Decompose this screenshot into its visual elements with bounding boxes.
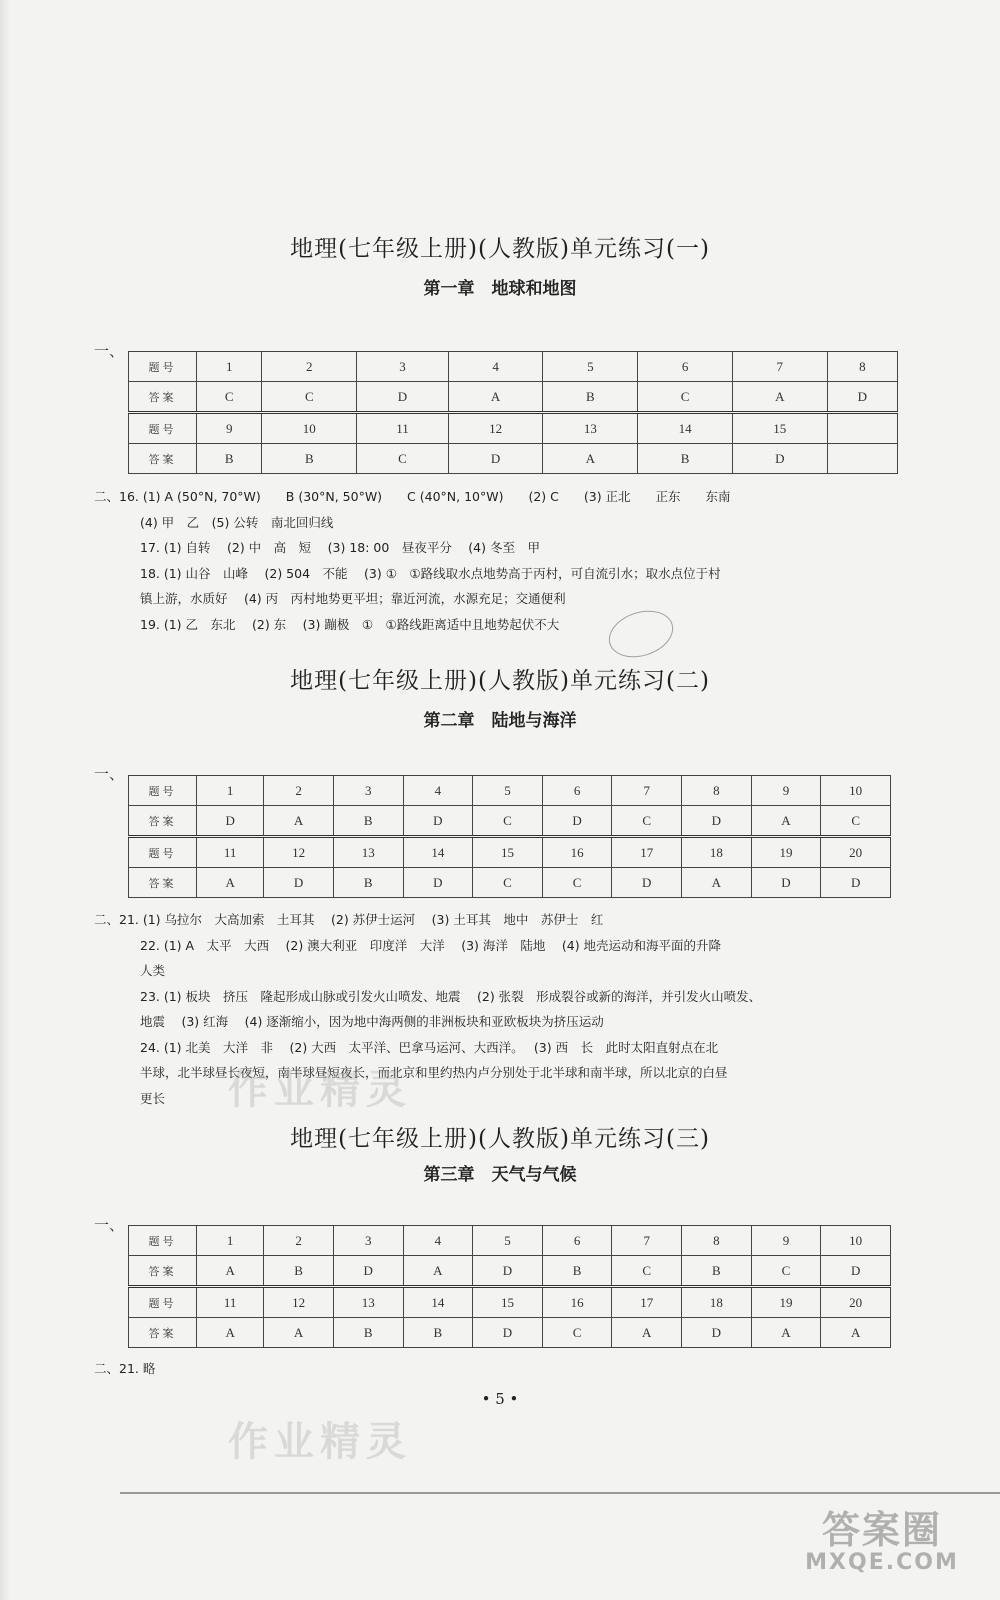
question-number-row	[129, 1226, 891, 1256]
answer-cell: A	[403, 1256, 473, 1287]
question-number-cell: 10	[262, 413, 357, 444]
watermark: 作业精灵	[228, 1419, 412, 1465]
header-label-cell: 题号	[129, 413, 197, 444]
answer-cell: D	[821, 868, 891, 898]
answer-cell: D	[827, 382, 897, 413]
answer-label-cell: 答案	[129, 868, 197, 898]
answer-cell: B	[197, 444, 262, 474]
question-number-cell: 6	[542, 1226, 612, 1256]
answer-cell: C	[542, 1318, 612, 1348]
answer-cell: C	[473, 806, 543, 837]
header-label-cell: 题号	[129, 1287, 197, 1318]
question-number-cell: 8	[682, 1226, 752, 1256]
question-number-cell: 15	[473, 1287, 543, 1318]
answer-row	[129, 806, 891, 837]
page-number: • 5 •	[481, 1390, 519, 1408]
answer-line: 二、21. 略	[94, 1361, 156, 1376]
answer-cell	[827, 444, 897, 474]
answer-cell: D	[682, 1318, 752, 1348]
question-number-cell: 5	[473, 1226, 543, 1256]
answer-row	[129, 444, 898, 474]
answer-cell: B	[333, 806, 403, 837]
question-number-cell: 18	[682, 837, 752, 868]
answer-line: 人类	[140, 963, 166, 978]
answer-label-cell: 答案	[129, 1256, 197, 1287]
answer-cell: A	[197, 1256, 264, 1287]
answer-cell: A	[264, 1318, 334, 1348]
answer-line: 22. (1) A 太平 大西 (2) 澳大利亚 印度洋 大洋 (3) 海洋 陆地 (4) 地壳运动和海平面的升降	[140, 937, 722, 953]
question-number-cell: 5	[543, 352, 638, 382]
answer-cell: C	[262, 382, 357, 413]
question-number-cell: 1	[197, 1226, 264, 1256]
answer-cell: A	[543, 444, 638, 474]
question-number-cell: 2	[264, 1226, 334, 1256]
answer-line: 二、16. (1) A (50°N, 70°W) B (30°N, 50°W) C (40°N, 10°W) (2) C (3) 正北 正东 东南	[94, 489, 731, 504]
answer-cell: C	[357, 444, 449, 474]
question-number-cell: 11	[197, 837, 264, 868]
answer-line: 镇上游，水质好 (4) 丙 丙村地势更平坦；靠近河流，水源充足；交通便利	[140, 591, 566, 606]
footer-divider	[120, 1492, 1000, 1494]
answer-cell: B	[542, 1256, 612, 1287]
answer-table-unit-3	[128, 1225, 891, 1348]
question-number-cell: 9	[751, 776, 821, 806]
question-number-cell: 12	[264, 1287, 334, 1318]
answer-cell: D	[682, 806, 752, 837]
question-number-cell: 13	[543, 413, 638, 444]
answer-cell: B	[543, 382, 638, 413]
chapter-title-2: 第二章 陆地与海洋	[423, 711, 577, 731]
question-number-cell: 14	[403, 837, 473, 868]
answer-row	[129, 868, 891, 898]
answer-cell: C	[751, 1256, 821, 1287]
answer-cell: D	[264, 868, 334, 898]
answer-cell: C	[197, 382, 262, 413]
question-number-cell: 7	[732, 352, 827, 382]
question-number-cell: 18	[682, 1287, 752, 1318]
question-number-cell: 5	[473, 776, 543, 806]
answer-cell: C	[473, 868, 543, 898]
question-number-cell: 2	[264, 776, 334, 806]
question-number-row	[129, 1287, 891, 1318]
corner-logo-bottom: MXQE.COM	[805, 1550, 959, 1575]
answer-cell: A	[264, 806, 334, 837]
corner-logo-top: 答案圈	[821, 1508, 942, 1552]
question-number-cell: 14	[638, 413, 733, 444]
answer-cell: D	[333, 1256, 403, 1287]
answer-line: 19. (1) 乙 东北 (2) 东 (3) 蹦极 ① ①路线距离适中且地势起伏不大	[140, 616, 560, 632]
question-number-cell: 7	[612, 776, 682, 806]
answers-block-unit-3	[94, 1356, 914, 1382]
question-number-cell: 13	[333, 837, 403, 868]
answer-cell: A	[821, 1318, 891, 1348]
answer-cell: A	[197, 868, 264, 898]
unit-title-1: 地理(七年级上册)(人教版)单元练习(一)	[290, 236, 710, 262]
question-number-row	[129, 837, 891, 868]
question-number-cell: 1	[197, 352, 262, 382]
header-label-cell: 题号	[129, 776, 197, 806]
answer-cell: A	[448, 382, 543, 413]
question-number-cell: 3	[333, 1226, 403, 1256]
question-number-cell: 17	[612, 837, 682, 868]
answer-line: 23. (1) 板块 挤压 隆起形成山脉或引发火山喷发、地震 (2) 张裂 形成裂谷或新的海洋，并引发火山喷发、	[140, 988, 762, 1004]
header-label-cell: 题号	[129, 352, 197, 382]
answer-cell: C	[612, 806, 682, 837]
section-one-mark: 一、	[94, 765, 125, 783]
answer-cell: C	[542, 868, 612, 898]
question-number-cell: 10	[821, 1226, 891, 1256]
question-number-cell: 3	[333, 776, 403, 806]
question-number-row	[129, 413, 898, 444]
answer-cell: D	[542, 806, 612, 837]
question-number-cell: 4	[403, 1226, 473, 1256]
question-number-cell: 8	[682, 776, 752, 806]
answer-cell: A	[682, 868, 752, 898]
question-number-row	[129, 352, 898, 382]
answer-cell: B	[638, 444, 733, 474]
answer-cell: D	[357, 382, 449, 413]
answer-cell: B	[333, 868, 403, 898]
answer-line: 17. (1) 自转 (2) 中 高 短 (3) 18: 00 昼夜平分 (4) 冬至 甲	[140, 540, 540, 555]
section-one-mark: 一、	[94, 1216, 125, 1234]
question-number-cell: 20	[821, 1287, 891, 1318]
header-label-cell: 题号	[129, 837, 197, 868]
question-number-cell: 7	[612, 1226, 682, 1256]
question-number-cell: 12	[264, 837, 334, 868]
question-number-cell: 15	[473, 837, 543, 868]
answer-label-cell: 答案	[129, 1318, 197, 1348]
corner-logo	[782, 1510, 982, 1580]
answer-label-cell: 答案	[129, 806, 197, 837]
answer-label-cell: 答案	[129, 382, 197, 413]
answer-cell: D	[403, 806, 473, 837]
question-number-cell: 19	[751, 1287, 821, 1318]
answer-cell: D	[448, 444, 543, 474]
answer-row	[129, 1256, 891, 1287]
watermark: 作业精灵	[228, 1067, 412, 1113]
answer-table-unit-2	[128, 775, 891, 898]
answers-block-unit-2	[94, 907, 914, 1111]
answer-cell: C	[638, 382, 733, 413]
question-number-cell: 2	[262, 352, 357, 382]
section-one-mark: 一、	[94, 342, 125, 360]
answer-cell: B	[333, 1318, 403, 1348]
answer-line: 地震 (3) 红海 (4) 逐渐缩小，因为地中海两侧的非洲板块和亚欧板块为挤压运动	[140, 1014, 604, 1029]
question-number-cell: 9	[751, 1226, 821, 1256]
answer-cell: A	[751, 806, 821, 837]
question-number-cell	[827, 413, 897, 444]
answer-cell: D	[403, 868, 473, 898]
question-number-cell: 11	[357, 413, 449, 444]
question-number-cell: 11	[197, 1287, 264, 1318]
question-number-cell: 16	[542, 1287, 612, 1318]
answer-row	[129, 382, 898, 413]
question-number-cell: 12	[448, 413, 543, 444]
answer-line: 二、21. (1) 乌拉尔 大高加索 土耳其 (2) 苏伊士运河 (3) 土耳其 地中 苏伊士 红	[94, 912, 604, 927]
question-number-cell: 9	[197, 413, 262, 444]
answers-block-unit-1	[94, 484, 914, 637]
answer-cell: B	[403, 1318, 473, 1348]
answer-cell: A	[612, 1318, 682, 1348]
answer-line: 18. (1) 山谷 山峰 (2) 504 不能 (3) ① ①路线取水点地势高于丙村，可自流引水；取水点位于村	[140, 565, 721, 581]
question-number-cell: 13	[333, 1287, 403, 1318]
question-number-cell: 19	[751, 837, 821, 868]
question-number-row	[129, 776, 891, 806]
question-number-cell: 10	[821, 776, 891, 806]
answer-cell: B	[264, 1256, 334, 1287]
unit-title-2: 地理(七年级上册)(人教版)单元练习(二)	[290, 668, 710, 694]
question-number-cell: 3	[357, 352, 449, 382]
answer-cell: D	[197, 806, 264, 837]
question-number-cell: 8	[827, 352, 897, 382]
answer-cell: A	[751, 1318, 821, 1348]
unit-title-3: 地理(七年级上册)(人教版)单元练习(三)	[290, 1126, 710, 1152]
question-number-cell: 6	[638, 352, 733, 382]
answer-cell: D	[473, 1318, 543, 1348]
answer-cell: D	[612, 868, 682, 898]
answer-cell: D	[821, 1256, 891, 1287]
question-number-cell: 20	[821, 837, 891, 868]
answer-cell: A	[197, 1318, 264, 1348]
answer-table-unit-1	[128, 351, 898, 474]
answer-row	[129, 1318, 891, 1348]
answer-cell: B	[682, 1256, 752, 1287]
question-number-cell: 16	[542, 837, 612, 868]
answer-cell: D	[732, 444, 827, 474]
answer-line: 半球，北半球昼长夜短，南半球昼短夜长，而北京和里约热内卢分别处于北半球和南半球，所以北京的白昼	[140, 1065, 728, 1080]
question-number-cell: 6	[542, 776, 612, 806]
answer-cell: C	[821, 806, 891, 837]
question-number-cell: 4	[448, 352, 543, 382]
answer-cell: B	[262, 444, 357, 474]
question-number-cell: 1	[197, 776, 264, 806]
answer-label-cell: 答案	[129, 444, 197, 474]
chapter-title-1: 第一章 地球和地图	[423, 279, 577, 299]
question-number-cell: 14	[403, 1287, 473, 1318]
answer-line: 24. (1) 北美 大洋 非 (2) 大西 太平洋、巴拿马运河、大西洋。 (3) 西 长 此时太阳直射点在北	[140, 1039, 719, 1055]
question-number-cell: 17	[612, 1287, 682, 1318]
chapter-title-3: 第三章 天气与气候	[423, 1165, 577, 1185]
question-number-cell: 4	[403, 776, 473, 806]
answer-cell: C	[612, 1256, 682, 1287]
question-number-cell: 15	[732, 413, 827, 444]
answer-cell: D	[751, 868, 821, 898]
answer-cell: D	[473, 1256, 543, 1287]
header-label-cell: 题号	[129, 1226, 197, 1256]
answer-line: (4) 甲 乙 (5) 公转 南北回归线	[140, 514, 334, 530]
answer-line: 更长	[140, 1090, 166, 1106]
answer-cell: A	[732, 382, 827, 413]
